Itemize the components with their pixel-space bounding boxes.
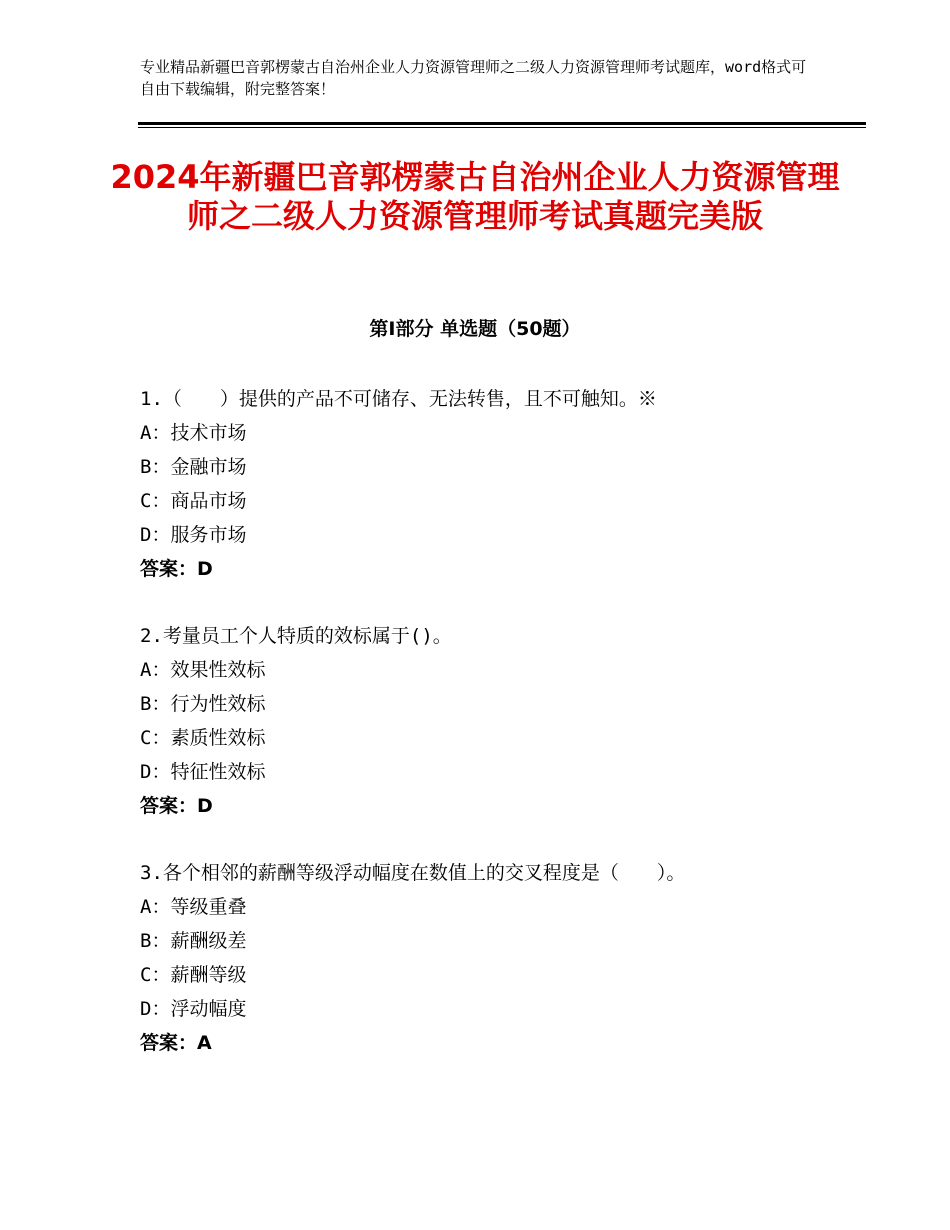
- option-d: D：特征性效标: [140, 761, 266, 783]
- question-stem: 3.各个相邻的薪酬等级浮动幅度在数值上的交叉程度是（ ）。: [140, 862, 686, 884]
- option-a: A：技术市场: [140, 422, 247, 444]
- option-d: D：服务市场: [140, 524, 247, 546]
- question-list: [140, 382, 860, 1093]
- document-title: 2024年新疆巴音郭楞蒙古自治州企业人力资源管理师之二级人力资源管理师考试真题完美版: [110, 158, 840, 235]
- question-stem: 2.考量员工个人特质的效标属于()。: [140, 625, 452, 647]
- option-c: C：薪酬等级: [140, 964, 247, 986]
- question-stem: 1.（ ）提供的产品不可储存、无法转售，且不可触知。※: [140, 388, 657, 410]
- option-b: B：行为性效标: [140, 693, 266, 715]
- question-3: [140, 856, 860, 1060]
- answer: 答案：A: [140, 1032, 212, 1054]
- option-c: C：商品市场: [140, 490, 247, 512]
- option-c: C：素质性效标: [140, 727, 266, 749]
- option-a: A：效果性效标: [140, 659, 266, 681]
- section-title: 第Ⅰ部分 单选题（50题）: [369, 318, 581, 340]
- option-b: B：金融市场: [140, 456, 247, 478]
- option-a: A：等级重叠: [140, 896, 247, 918]
- header-rule-thin: [138, 127, 866, 128]
- question-1: [140, 382, 860, 586]
- question-2: [140, 619, 860, 823]
- header-rule-thick: [138, 122, 866, 125]
- option-b: B：薪酬级差: [140, 930, 247, 952]
- option-d: D：浮动幅度: [140, 998, 247, 1020]
- answer: 答案：D: [140, 795, 213, 817]
- header-note: 专业精品新疆巴音郭楞蒙古自治州企业人力资源管理师之二级人力资源管理师考试题库，word格式可自由下载编辑，附完整答案！: [140, 58, 807, 98]
- answer: 答案：D: [140, 558, 213, 580]
